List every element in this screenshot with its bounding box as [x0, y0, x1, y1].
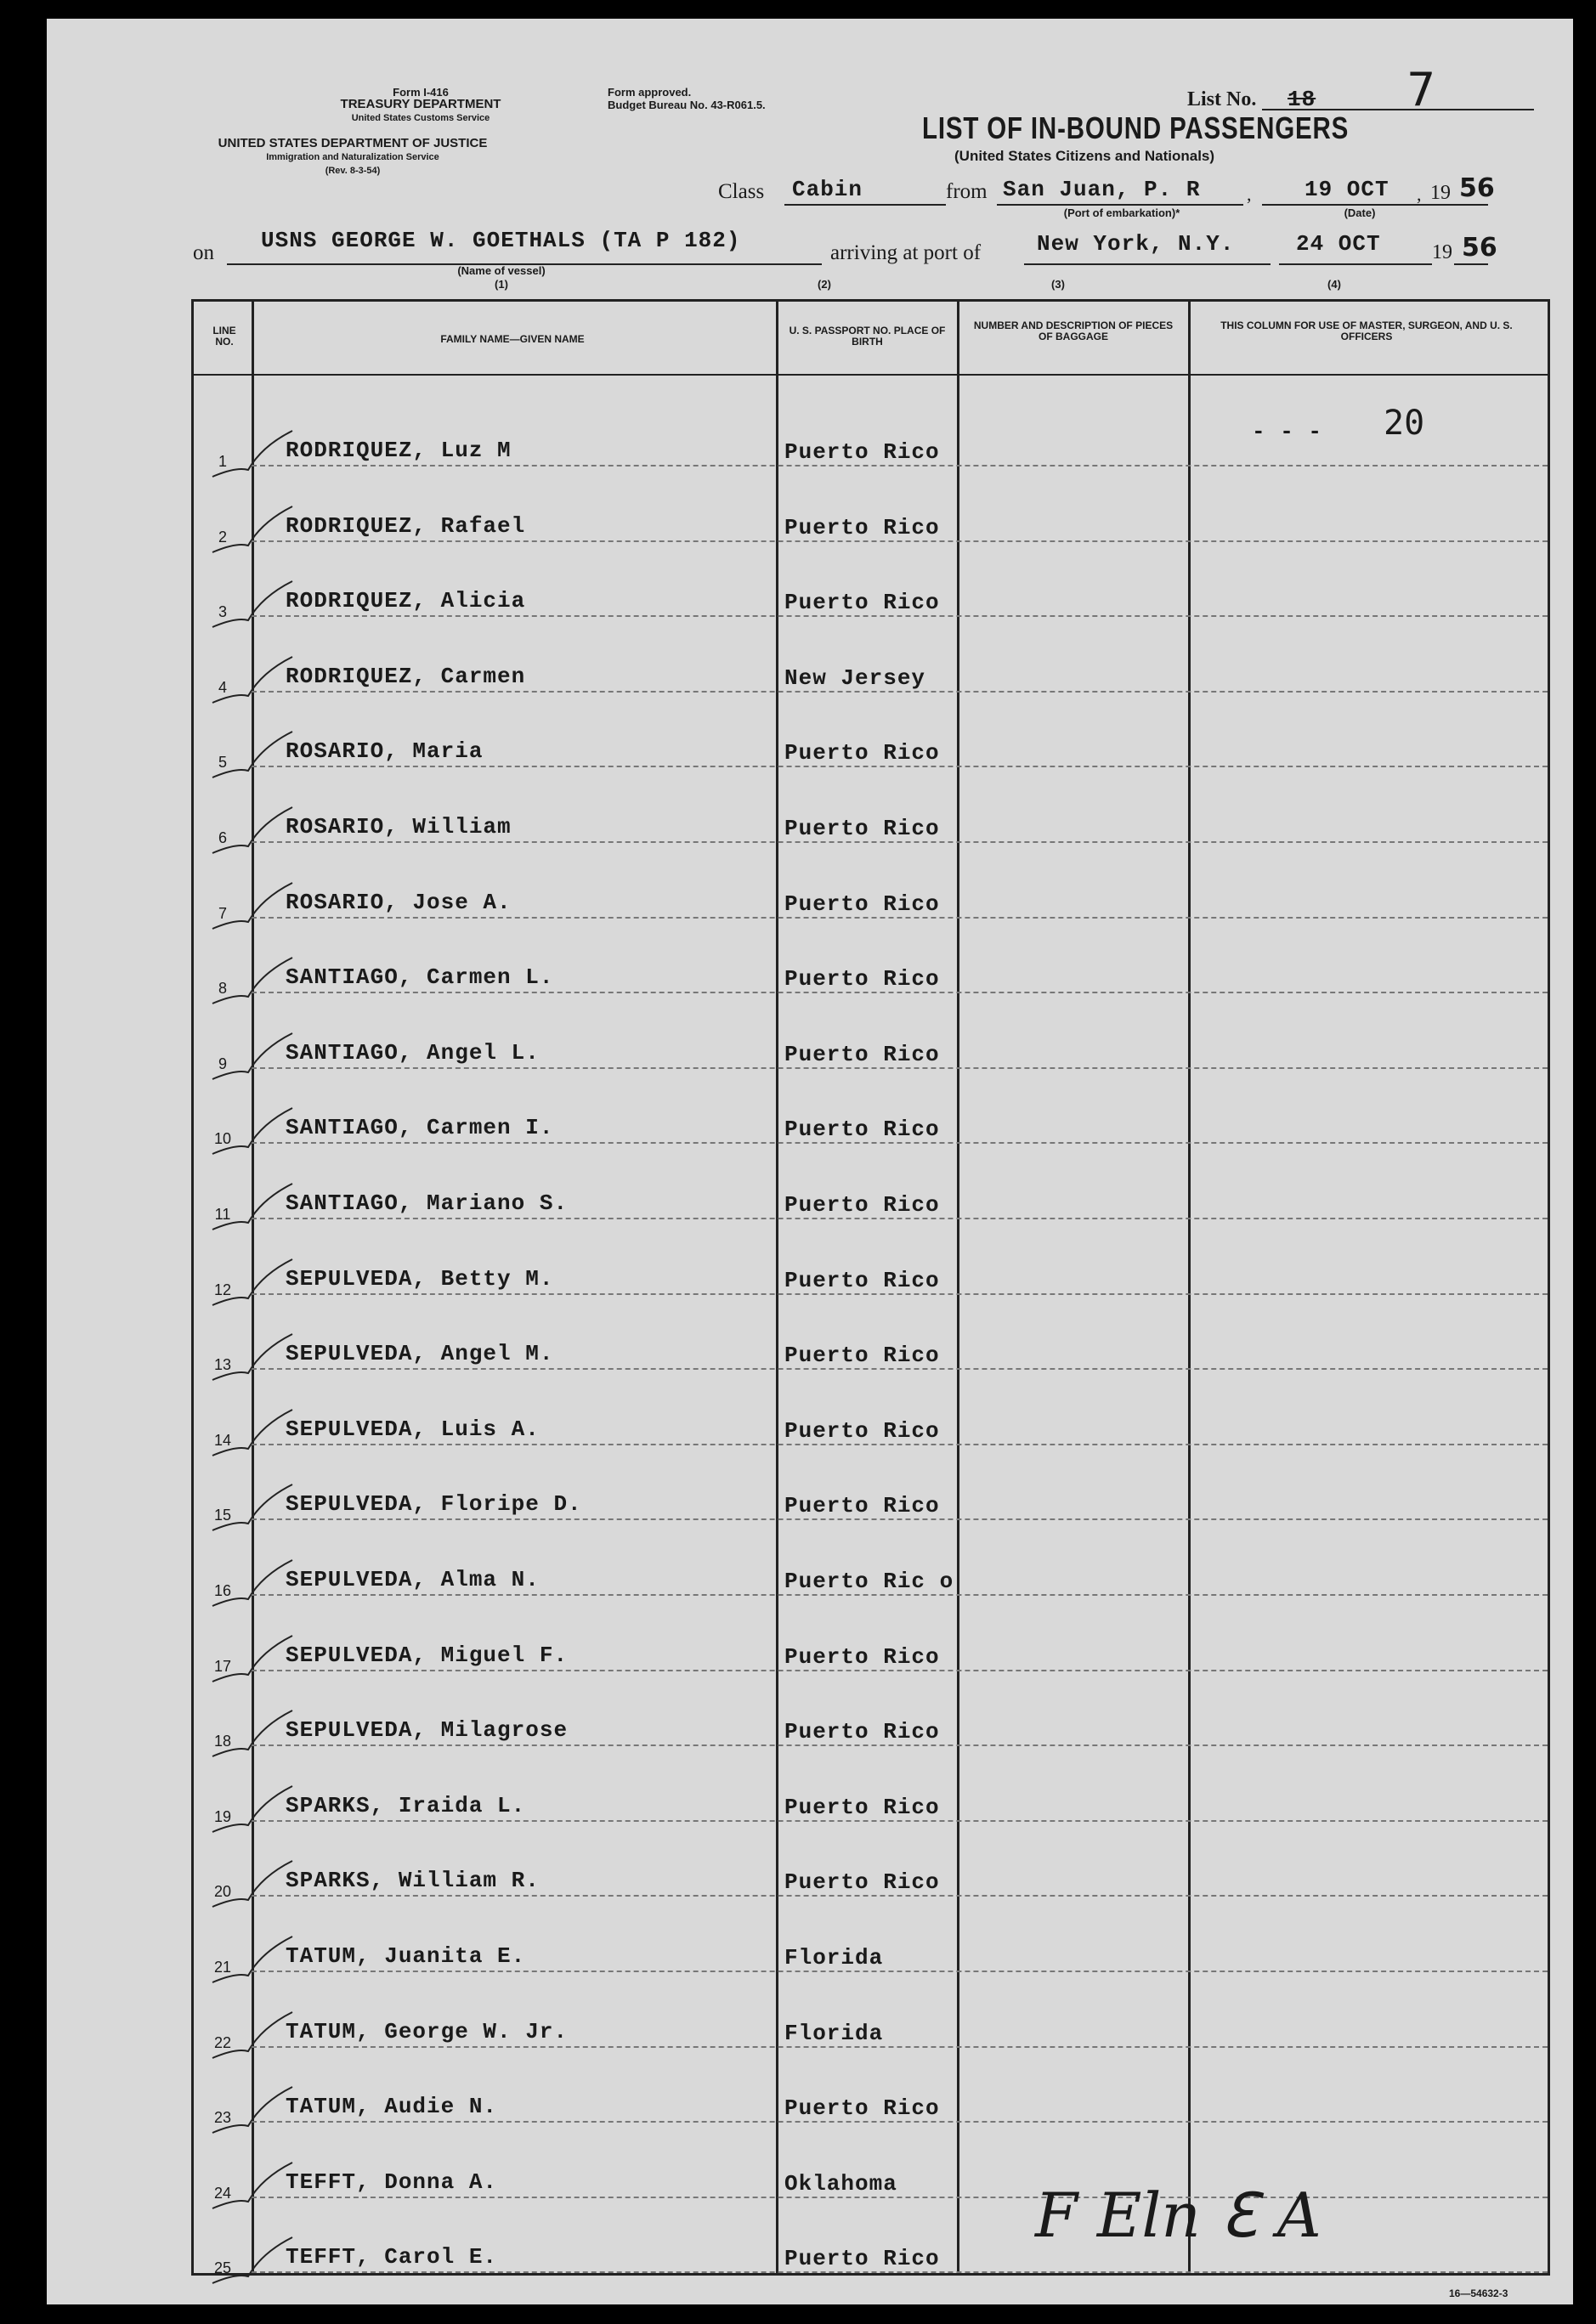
checkmark-icon	[211, 881, 296, 932]
passenger-name: SEPULVEDA, Angel M.	[286, 1341, 554, 1367]
line-number: 7	[218, 904, 227, 922]
row-rule	[252, 1218, 1548, 1219]
passenger-name: SEPULVEDA, Betty M.	[286, 1265, 554, 1292]
line-number: 10	[213, 1130, 232, 1148]
passenger-name: SEPULVEDA, Miguel F.	[286, 1642, 569, 1668]
passenger-name: SANTIAGO, Carmen I.	[286, 1115, 554, 1141]
row-rule	[252, 1744, 1548, 1746]
header-divider	[194, 374, 1548, 376]
passenger-name: SANTIAGO, Angel L.	[286, 1039, 540, 1066]
place-of-birth: Puerto Rico	[784, 816, 940, 841]
place-of-birth: Puerto Rico	[784, 1493, 940, 1519]
line-number: 4	[218, 678, 227, 696]
form-code: 16—54632-3	[1449, 2287, 1508, 2299]
row-rule	[252, 841, 1548, 843]
line-number: 14	[213, 1431, 232, 1449]
place-of-birth: Puerto Rico	[784, 1869, 940, 1896]
place-of-birth: Puerto Rico	[784, 1343, 940, 1369]
passenger-name: SEPULVEDA, Floripe D.	[286, 1491, 582, 1518]
line-number: 5	[218, 754, 227, 772]
table-row	[194, 2236, 1548, 2278]
line-number: 11	[214, 1206, 231, 1223]
row-rule	[252, 2121, 1548, 2123]
row-rule	[252, 1594, 1548, 1596]
place-of-birth: Puerto Rico	[784, 740, 940, 766]
row-rule	[252, 1067, 1548, 1069]
from-caption: (Port of embarkation)*	[1063, 206, 1180, 219]
place-of-birth: New Jersey	[784, 664, 926, 691]
table-row	[194, 1483, 1548, 1525]
table-row	[194, 1258, 1548, 1300]
comma-2: ,	[1417, 184, 1422, 205]
checkmark-icon	[211, 1558, 296, 1609]
place-of-birth: Puerto Rico	[784, 2246, 940, 2272]
agency-top: TREASURY DEPARTMENT	[340, 97, 501, 111]
row-rule	[252, 2271, 1548, 2273]
table-row	[194, 1709, 1548, 1751]
table-row	[194, 956, 1548, 998]
table-row	[194, 1784, 1548, 1827]
passenger-name: RODRIQUEZ, Luz M	[286, 438, 512, 463]
place-of-birth: Puerto Rico	[784, 1117, 940, 1143]
comma-1: ,	[1247, 184, 1252, 205]
checkmark-icon	[211, 580, 296, 630]
checkmark-icon	[211, 1032, 296, 1083]
line-number: 20	[213, 1883, 232, 1901]
table-row	[194, 1935, 1548, 1977]
passenger-name: SANTIAGO, Mariano S.	[286, 1190, 569, 1216]
table-row	[194, 2010, 1548, 2053]
table-row	[194, 1032, 1548, 1074]
row-rule	[252, 1971, 1548, 1972]
checkmark-icon	[211, 429, 296, 480]
checkmark-icon	[211, 1408, 296, 1459]
checkmark-icon	[211, 1332, 296, 1383]
checkmark-icon	[211, 1784, 296, 1835]
line-number: 23	[213, 2109, 232, 2127]
dept-line1: UNITED STATES DEPARTMENT OF JUSTICE	[218, 136, 488, 150]
page-subtitle: (United States Citizens and Nationals)	[954, 148, 1215, 164]
depart-date-day: 19 OCT	[1305, 177, 1389, 202]
line-number: 1	[218, 453, 227, 470]
arrival-year-prefix: 19	[1432, 241, 1452, 263]
checkmark-icon	[211, 1709, 296, 1760]
row-rule	[252, 1444, 1548, 1445]
table-row	[194, 505, 1548, 547]
passenger-name: ROSARIO, Jose A.	[286, 889, 512, 915]
table-row	[194, 1634, 1548, 1677]
line-number: 18	[213, 1733, 232, 1750]
row-rule	[252, 766, 1548, 767]
from-underline	[997, 204, 1243, 206]
checkmark-icon	[211, 730, 296, 781]
line-number: 2	[218, 528, 227, 546]
passenger-name: TEFFT, Carol E.	[286, 2244, 498, 2270]
arrival-port-underline	[1024, 263, 1271, 265]
place-of-birth: Puerto Rico	[784, 1719, 940, 1745]
table-row	[194, 580, 1548, 622]
depart-year-underline	[1454, 204, 1488, 206]
dept-line2: Immigration and Naturalization Service	[266, 152, 439, 162]
inspector-initials: F Eln ℇ A	[1035, 2180, 1322, 2251]
table-row	[194, 429, 1548, 472]
class-underline	[784, 204, 946, 206]
place-of-birth: Puerto Rico	[784, 1192, 940, 1218]
place-of-birth: Florida	[784, 1945, 884, 1971]
passenger-name: RODRIQUEZ, Rafael	[286, 512, 526, 539]
place-of-birth: Puerto Rico	[784, 1267, 940, 1293]
place-of-birth: Puerto Rico	[784, 590, 940, 616]
place-of-birth: Puerto Rico	[784, 439, 940, 465]
arrival-year-suffix: 56	[1462, 233, 1497, 263]
passenger-name: SPARKS, William R.	[286, 1868, 540, 1894]
place-of-birth: Florida	[784, 2020, 884, 2046]
line-number: 24	[213, 2184, 232, 2202]
line-number: 6	[218, 829, 227, 846]
checkmark-icon	[211, 1182, 296, 1233]
list-no-value: 18	[1288, 87, 1316, 112]
col-header-baggage: NUMBER AND DESCRIPTION OF PIECES OF BAGGAGE	[973, 319, 1174, 342]
checkmark-icon	[211, 505, 296, 556]
row-rule	[252, 917, 1548, 919]
row-rule	[252, 615, 1548, 617]
line-number: 8	[218, 980, 227, 998]
line-number: 3	[218, 603, 227, 621]
col-header-line-no: LINE NO.	[212, 325, 236, 348]
table-row	[194, 1332, 1548, 1375]
line-number: 22	[213, 2033, 232, 2051]
arriving-label: arriving at port of	[830, 241, 982, 264]
row-rule	[252, 1895, 1548, 1897]
place-of-birth: Puerto Rico	[784, 966, 940, 992]
class-value: Cabin	[792, 177, 863, 202]
passenger-name: SANTIAGO, Carmen L.	[286, 964, 554, 991]
row-rule	[252, 2197, 1548, 2198]
row-rule	[252, 1670, 1548, 1671]
officer-note-count: 20	[1384, 404, 1425, 443]
checkmark-icon	[211, 2236, 296, 2287]
line-number: 12	[213, 1281, 232, 1298]
passenger-name: SEPULVEDA, Alma N.	[286, 1567, 540, 1592]
table-row	[194, 1106, 1548, 1149]
checkmark-icon	[211, 655, 296, 706]
table-row	[194, 2161, 1548, 2203]
checkmark-icon	[211, 2010, 296, 2061]
form-revision: (Rev. 8-3-54)	[325, 166, 381, 176]
row-rule	[252, 540, 1548, 542]
row-rule	[252, 1293, 1548, 1295]
passenger-name: RODRIQUEZ, Carmen	[286, 663, 526, 689]
passenger-name: TATUM, Juanita E.	[286, 1943, 526, 1969]
place-of-birth: Puerto Rico	[784, 891, 940, 917]
table-row	[194, 1408, 1548, 1450]
passenger-name: TATUM, Audie N.	[286, 2094, 498, 2120]
passenger-name: ROSARIO, Maria	[286, 738, 484, 765]
row-rule	[252, 1518, 1548, 1520]
arrival-date-underline	[1279, 263, 1432, 265]
arrival-date-day: 24 OCT	[1296, 231, 1381, 257]
passenger-name: ROSARIO, William	[286, 814, 512, 840]
checkmark-icon	[211, 1483, 296, 1534]
date-caption: (Date)	[1344, 206, 1376, 219]
caption-2: (2)	[818, 278, 831, 291]
checkmark-icon	[211, 956, 296, 1007]
caption-1: (1)	[495, 278, 508, 291]
table-row	[194, 806, 1548, 848]
checkmark-icon	[211, 806, 296, 857]
passenger-table	[191, 299, 1550, 2276]
checkmark-icon	[211, 1935, 296, 1986]
list-no-handwritten: 7	[1406, 63, 1436, 116]
checkmark-icon	[211, 2085, 296, 2136]
place-of-birth: Puerto Rico	[784, 1417, 940, 1444]
place-of-birth: Puerto Ric o	[784, 1569, 954, 1594]
place-of-birth: Puerto Rico	[784, 1794, 940, 1820]
caption-4: (4)	[1327, 278, 1341, 291]
table-row	[194, 1859, 1548, 1902]
arrival-year-underline	[1454, 263, 1488, 265]
table-row	[194, 1182, 1548, 1224]
passenger-name: TEFFT, Donna A.	[286, 2169, 498, 2195]
table-row	[194, 655, 1548, 698]
vessel-name: USNS GEORGE W. GOETHALS (TA P 182)	[261, 228, 741, 253]
checkmark-icon	[211, 1634, 296, 1685]
line-number: 21	[213, 1959, 232, 1976]
vessel-caption: (Name of vessel)	[457, 264, 546, 277]
table-row	[194, 1558, 1548, 1601]
checkmark-icon	[211, 1258, 296, 1309]
approval-line1: Form approved.	[608, 86, 692, 99]
line-number: 9	[218, 1055, 227, 1072]
place-of-birth: Puerto Rico	[784, 1643, 940, 1670]
caption-3: (3)	[1051, 278, 1065, 291]
row-rule	[252, 691, 1548, 693]
table-row	[194, 881, 1548, 924]
line-number: 17	[213, 1657, 232, 1675]
line-number: 25	[213, 2259, 232, 2277]
row-rule	[252, 1820, 1548, 1822]
col-header-name: FAMILY NAME—GIVEN NAME	[440, 333, 585, 345]
passenger-name: SEPULVEDA, Luis A.	[286, 1416, 540, 1442]
depart-year-suffix: 56	[1459, 173, 1495, 203]
checkmark-icon	[211, 1106, 296, 1157]
table-row	[194, 730, 1548, 772]
line-number: 16	[213, 1582, 232, 1599]
depart-year-prefix: 19	[1430, 182, 1451, 204]
list-no-label: List No.	[1187, 88, 1257, 110]
line-number: 15	[213, 1507, 232, 1524]
manifest-sheet	[47, 19, 1573, 2304]
class-label: Class	[718, 180, 765, 203]
line-number: 13	[213, 1356, 232, 1374]
from-value: San Juan, P. R	[1003, 177, 1201, 202]
place-of-birth: Puerto Rico	[784, 1041, 940, 1067]
line-number: 19	[213, 1807, 232, 1825]
form-number: Form I-416	[393, 86, 449, 99]
passenger-name: TATUM, George W. Jr.	[286, 2018, 569, 2044]
place-of-birth: Puerto Rico	[784, 2095, 940, 2122]
col-header-officers: THIS COLUMN FOR USE OF MASTER, SURGEON, AND U. S. OFFICERS	[1220, 319, 1513, 342]
checkmark-icon	[211, 1859, 296, 1910]
on-label: on	[193, 241, 214, 264]
place-of-birth: Oklahoma	[784, 2170, 897, 2197]
place-of-birth: Puerto Rico	[784, 514, 940, 540]
passenger-name: RODRIQUEZ, Alicia	[286, 588, 526, 614]
row-rule	[252, 1368, 1548, 1370]
page-title: LIST OF IN-BOUND PASSENGERS	[922, 110, 1350, 145]
checkmark-icon	[211, 2161, 296, 2212]
row-rule	[252, 992, 1548, 993]
col-header-passport: U. S. PASSPORT NO. PLACE OF BIRTH	[789, 325, 946, 348]
from-label: from	[946, 180, 988, 203]
officer-note-dash: - - -	[1252, 419, 1323, 444]
row-rule	[252, 465, 1548, 466]
approval-line2: Budget Bureau No. 43-R061.5.	[608, 99, 766, 111]
arrival-port: New York, N.Y.	[1037, 231, 1235, 257]
row-rule	[252, 2046, 1548, 2048]
table-row	[194, 2085, 1548, 2128]
agency-sub: United States Customs Service	[351, 113, 490, 123]
passenger-name: SPARKS, Iraida L.	[286, 1792, 526, 1818]
passenger-name: SEPULVEDA, Milagrose	[286, 1717, 569, 1744]
row-rule	[252, 1142, 1548, 1144]
